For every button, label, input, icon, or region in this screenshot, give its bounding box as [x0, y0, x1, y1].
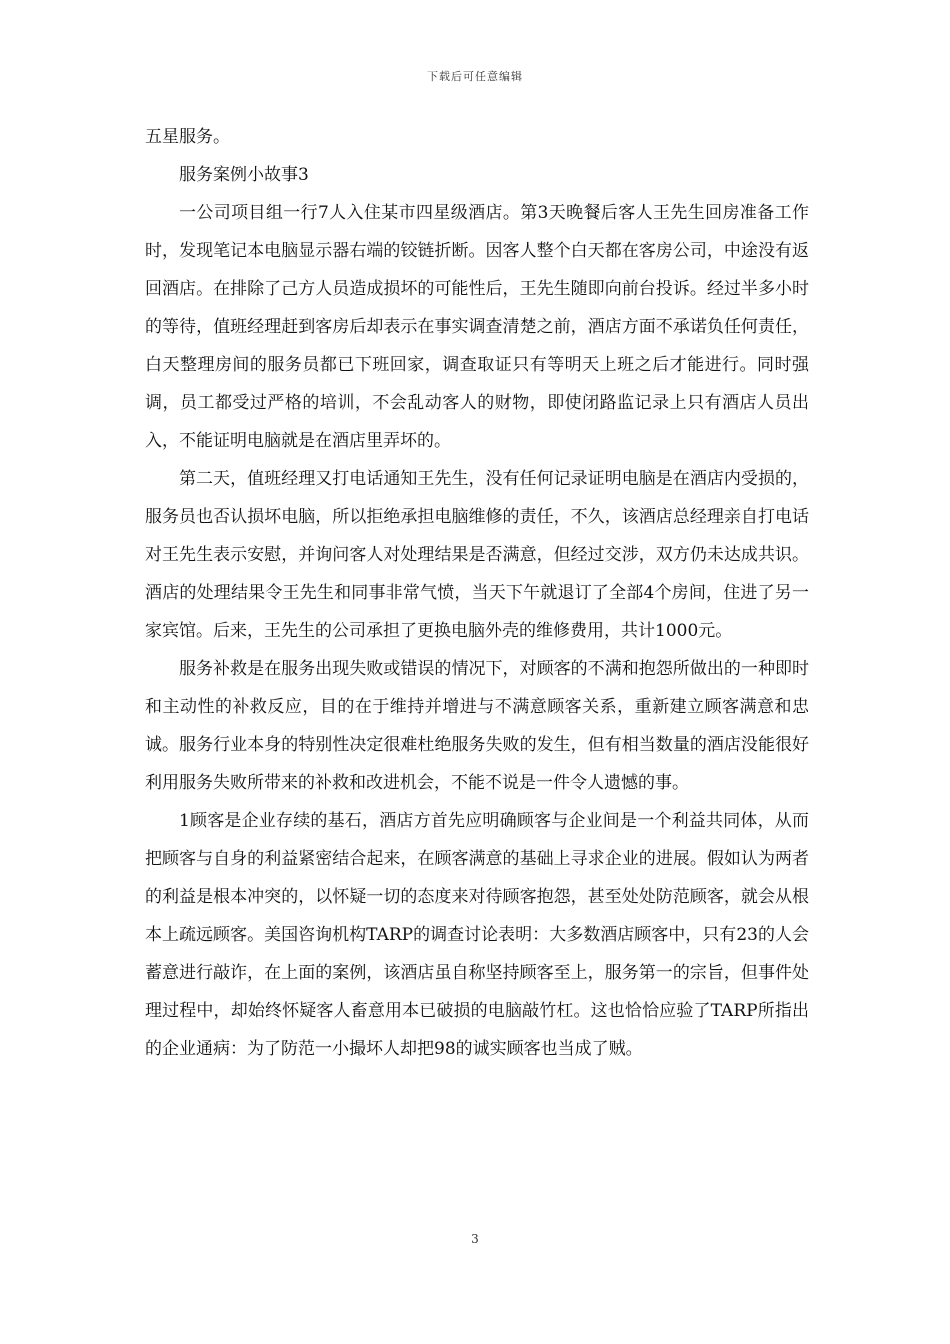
document-body [145, 118, 809, 1068]
page-header: 下载后可任意编辑 [427, 70, 523, 83]
paragraph: 第二天，值班经理又打电话通知王先生，没有任何记录证明电脑是在酒店内受损的，服务员也否认损坏电脑，所以拒绝承担电脑维修的责任，不久，该酒店总经理亲自打电话对王先生表示安慰，并询问客人对处理结果是否满意，但经过交涉，双方仍未达成共识。酒店的处理结果令王先生和同事非常气愤，当天下午就退订了全部4个房间，住进了另一家宾馆。后来，王先生的公司承担了更换电脑外壳的维修费用，共计1000元。 [145, 469, 809, 641]
paragraph: 一公司项目组一行7人入住某市四星级酒店。第3天晚餐后客人王先生回房准备工作时，发现笔记本电脑显示器右端的铰链折断。因客人整个白天都在客房公司，中途没有返回酒店。在排除了己方人员造成损坏的可能性后，王先生随即向前台投诉。经过半多小时的等待，值班经理赶到客房后却表示在事实调查清楚之前，酒店方面不承诺负任何责任，白天整理房间的服务员都已下班回家，调查取证只有等明天上班之后才能进行。同时强调，员工都受过严格的培训，不会乱动客人的财物，即使闭路监记录上只有酒店人员出入，不能证明电脑就是在酒店里弄坏的。 [145, 203, 809, 451]
paragraph: 1顾客是企业存续的基石，酒店方首先应明确顾客与企业间是一个利益共同体，从而把顾客与自身的利益紧密结合起来，在顾客满意的基础上寻求企业的进展。假如认为两者的利益是根本冲突的，以怀疑一切的态度来对待顾客抱怨，甚至处处防范顾客，就会从根本上疏远顾客。美国咨询机构TARP的调查讨论表明：大多数酒店顾客中，只有23的人会蓄意进行敲诈，在上面的案例，该酒店虽自称坚持顾客至上，服务第一的宗旨，但事件处理过程中，却始终怀疑客人畜意用本已破损的电脑敲竹杠。这也恰恰应验了TARP所指出的企业通病：为了防范一小撮坏人却把98的诚实顾客也当成了贼。 [145, 811, 809, 1059]
paragraph: 服务补救是在服务出现失败或错误的情况下，对顾客的不满和抱怨所做出的一种即时和主动性的补救反应，目的在于维持并增进与不满意顾客关系，重新建立顾客满意和忠诚。服务行业本身的特别性决定很难杜绝服务失败的发生，但有相当数量的酒店没能很好利用服务失败所带来的补救和改进机会，不能不说是一件令人遗憾的事。 [145, 659, 809, 793]
section-heading: 服务案例小故事3 [179, 165, 309, 185]
page-number: 3 [471, 1232, 479, 1246]
paragraph-continuation: 五星服务。 [145, 127, 230, 147]
